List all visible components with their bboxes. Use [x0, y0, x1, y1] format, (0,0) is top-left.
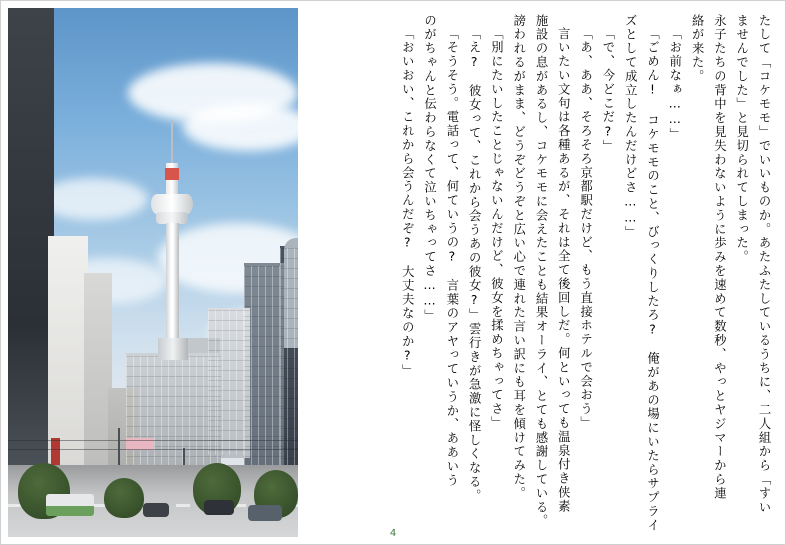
car: [248, 505, 282, 521]
tower-spire: [171, 120, 173, 168]
text-line: 「別にたいしたことじゃないんだけど、彼女を揉めちゃってさ」: [489, 27, 504, 431]
text-line: ズとして成立したんだけどさ……」: [623, 14, 638, 240]
text-line: 「え? 彼女って、これから会うあの彼女?」雲行きが急激に怪しくなる。: [467, 27, 482, 503]
text-line: ませんでした」と見切られてしまった。: [734, 14, 749, 265]
text-line: たして「コケモモ」でいいものか。あたふたしているうちに、二人組から「すい: [757, 14, 771, 515]
power-wire: [8, 440, 298, 441]
text-line: 謗われるがまま、どうぞどうぞと広い心で連れた言い訳にも耳を傾けてみた。: [511, 14, 526, 501]
kyoto-tower-photo: [8, 8, 298, 537]
city-bus: [46, 494, 94, 516]
text-line: 永子たちの背中を見失わないように歩みを速めて数秒、やっとヤジマーから連: [712, 14, 727, 501]
tower-observation-pod: [151, 194, 193, 214]
street-tree: [104, 478, 144, 518]
cloud: [38, 178, 148, 220]
text-line: 絡が来た。: [690, 14, 705, 84]
tower-base: [158, 338, 188, 360]
text-line: 「そうそう。電話って、何ていうの? 言葉のアヤっていうか、ああいう: [444, 27, 459, 488]
text-line: 「お前なぁ……」: [667, 27, 682, 142]
text-line: 言いたい文句は各種あるが、それは全て後回しだ。何といっても温泉付き侠素: [556, 27, 571, 514]
text-line: 「で、今どこだ?」: [600, 27, 615, 154]
text-line: 「おいおい、これから会うんだぞ? 大丈夫なのか?」: [400, 27, 415, 378]
tower-shaft: [166, 223, 179, 343]
car: [143, 503, 169, 517]
body-text: [391, 14, 771, 533]
text-line: のがちゃんと伝わらなくて泣いちゃってさ……」: [422, 14, 437, 324]
car: [204, 500, 234, 515]
text-line: 「あ、ああ、そろそろ京都駅だけど、もう直接ホテルで会おう」: [578, 27, 593, 431]
tower-red-band: [165, 168, 179, 180]
text-line: 「ごめん! コケモモのこと、びっくりしたろ? 俺があの場にいたらサプライ: [645, 27, 660, 533]
page-number: 4: [389, 528, 397, 539]
power-wire: [8, 449, 298, 450]
text-line: 施設の息があるし、コケモモに会えたことも結果オーライ、とても感謝している。: [534, 14, 549, 529]
